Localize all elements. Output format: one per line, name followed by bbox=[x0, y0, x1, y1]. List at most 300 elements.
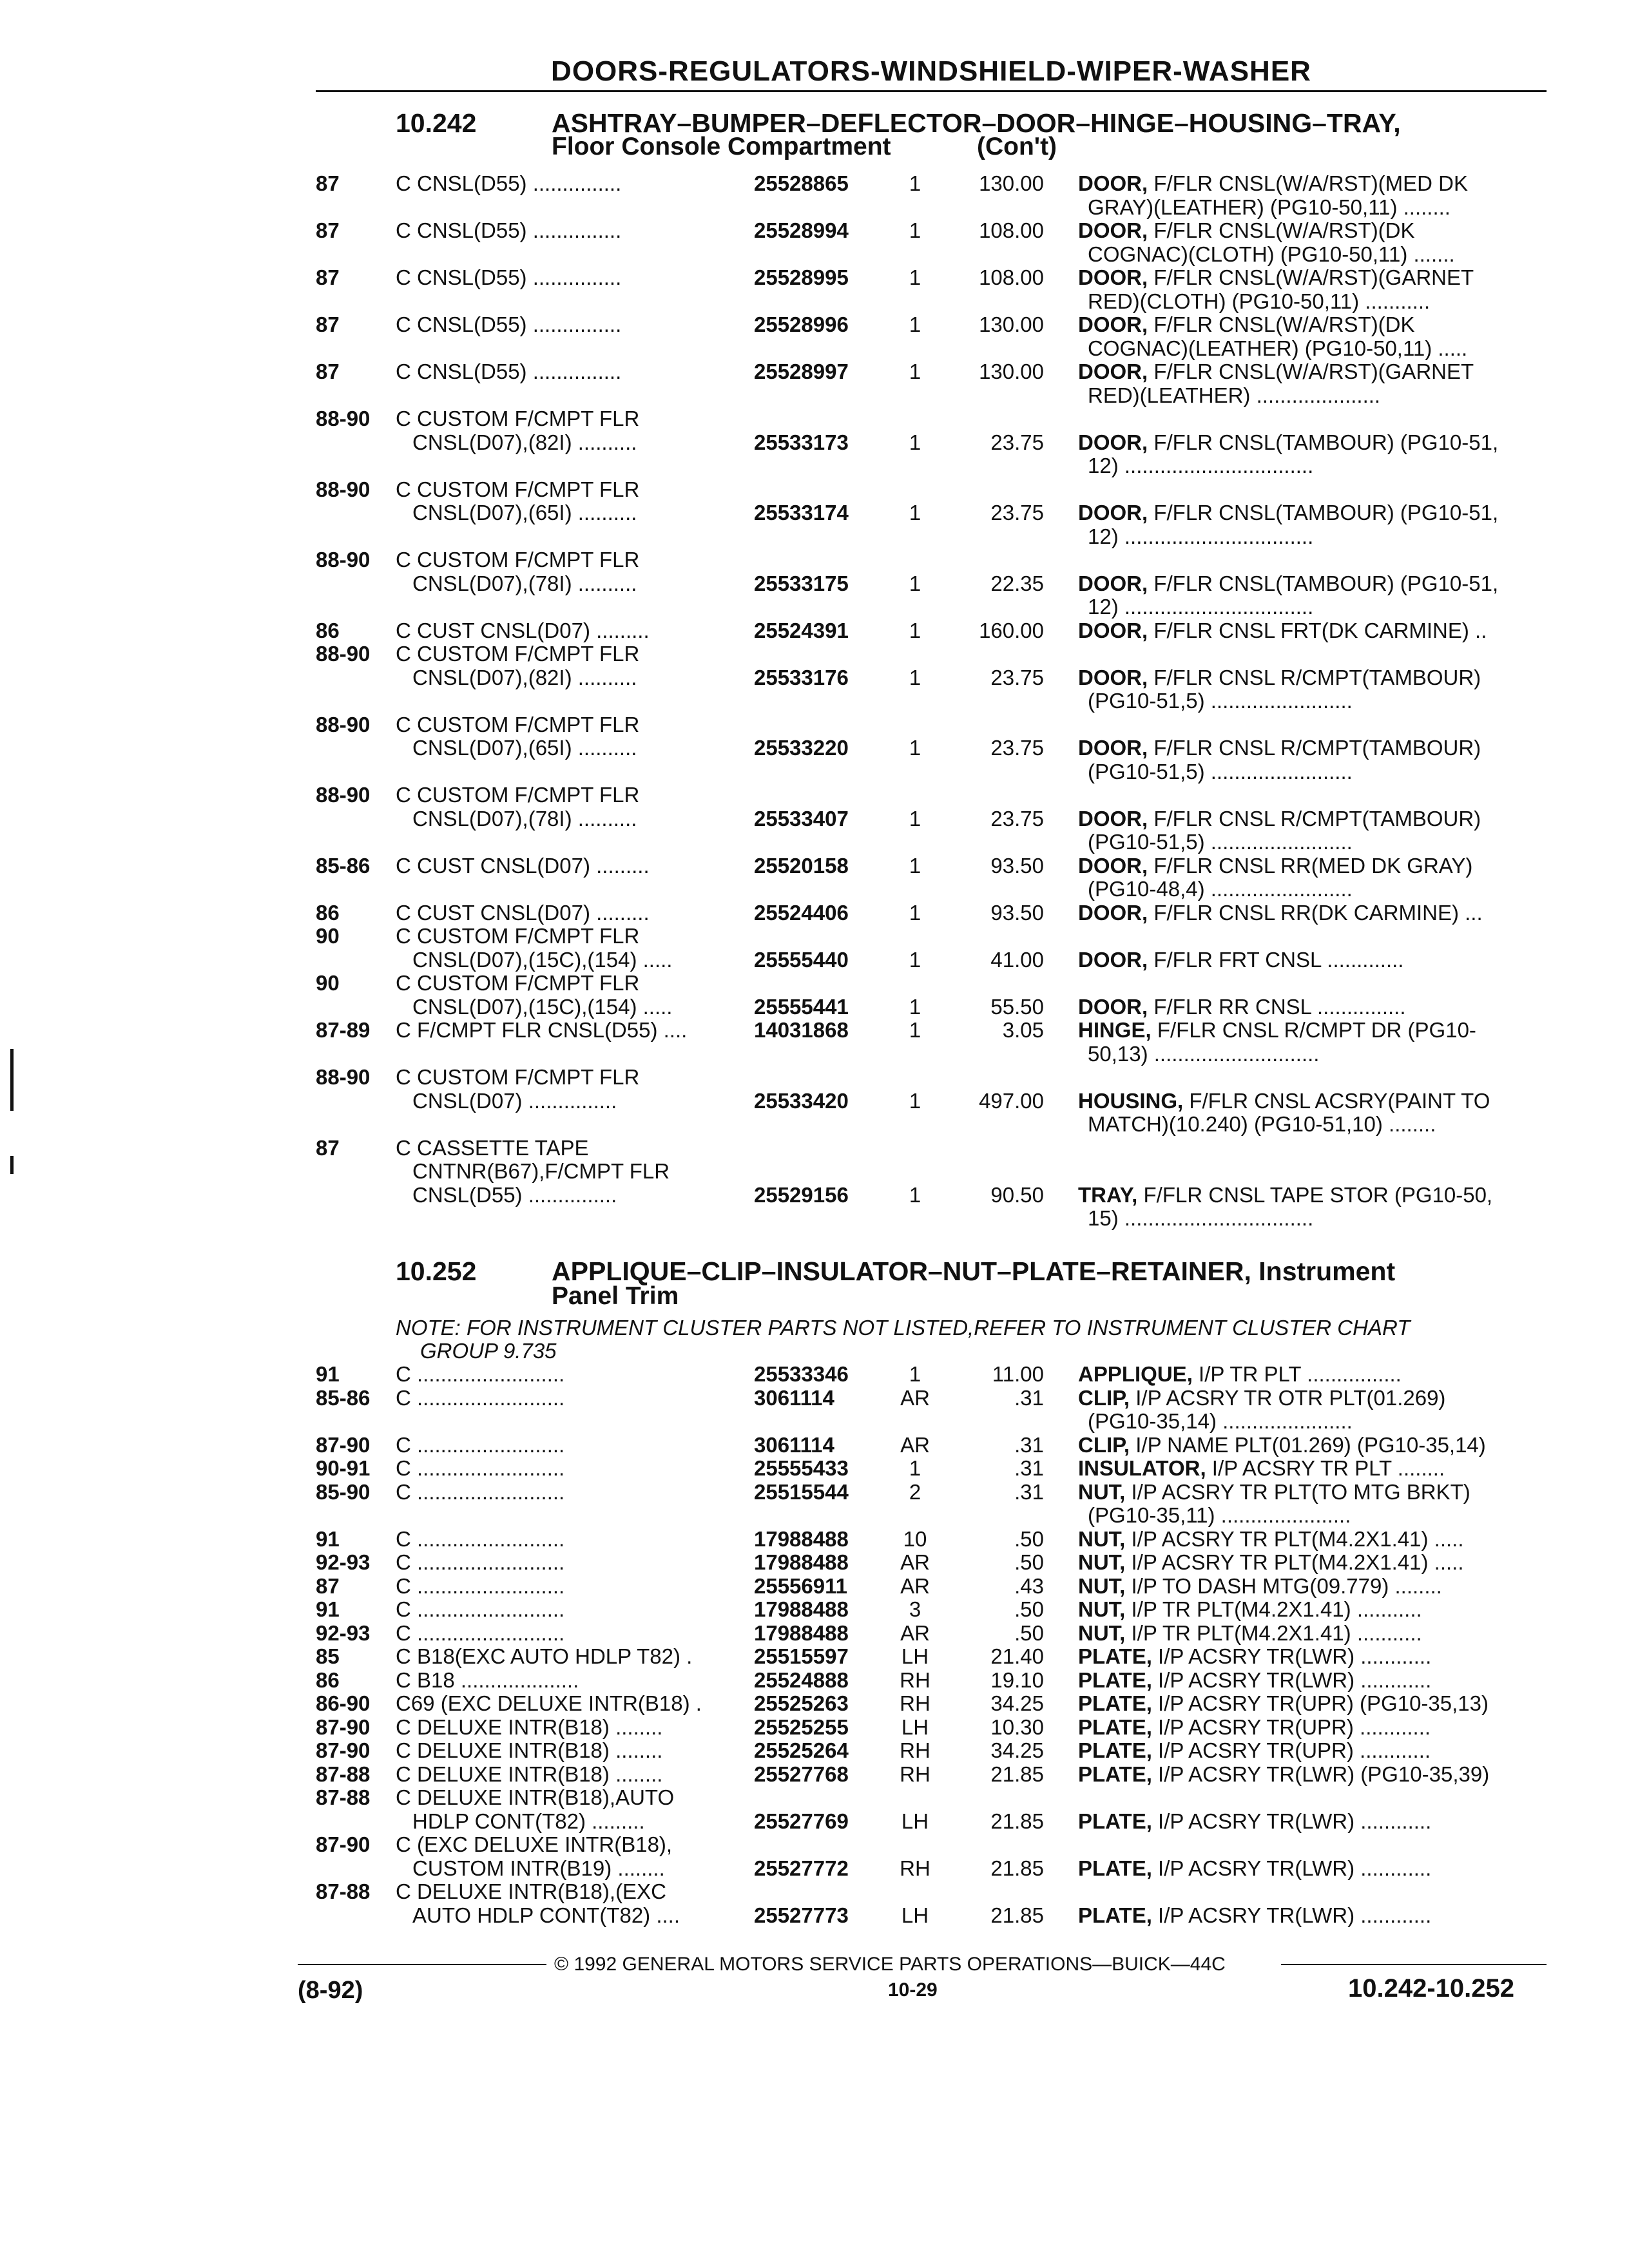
part-name-detail: F/FLR CNSL R/CMPT(TAMBOUR) bbox=[1148, 806, 1481, 831]
price: 3.05 bbox=[1002, 1018, 1044, 1042]
part-number: 25533220 bbox=[754, 736, 849, 760]
part-name bbox=[1078, 430, 1498, 455]
quantity: 1 bbox=[909, 171, 921, 195]
part-name-cont: (PG10-35,14) ...................... bbox=[1088, 1409, 1353, 1433]
part-name bbox=[1078, 1089, 1490, 1113]
part-name-detail: I/P ACSRY TR PLT(M4.2X1.41) ..... bbox=[1125, 1550, 1464, 1574]
part-name bbox=[1078, 619, 1487, 643]
price: .50 bbox=[1014, 1550, 1044, 1574]
part-name-keyword: PLATE, bbox=[1078, 1644, 1152, 1668]
quantity: 1 bbox=[909, 806, 921, 831]
part-name-detail: F/FLR CNSL R/CMPT(TAMBOUR) bbox=[1148, 665, 1481, 689]
model-years: 88-90 bbox=[316, 548, 371, 572]
model-years: 91 bbox=[316, 1597, 340, 1621]
quantity: LH bbox=[901, 1715, 929, 1739]
part-name-keyword: DOOR, bbox=[1078, 171, 1148, 195]
part-name-detail: I/P TR PLT(M4.2X1.41) ........... bbox=[1125, 1620, 1422, 1645]
part-name-cont: COGNAC)(CLOTH) (PG10-50,11) ....... bbox=[1088, 242, 1455, 266]
part-name-detail: I/P ACSRY TR(LWR) ............ bbox=[1152, 1856, 1432, 1880]
part-name-keyword: DOOR, bbox=[1078, 312, 1148, 336]
quantity: LH bbox=[901, 1809, 929, 1833]
header-rule bbox=[316, 90, 1547, 92]
part-name bbox=[1078, 1903, 1431, 1928]
description: C CUSTOM F/CMPT FLR bbox=[396, 548, 640, 572]
part-number: 3061114 bbox=[754, 1385, 834, 1410]
part-name-detail: I/P ACSRY TR(LWR) ............ bbox=[1152, 1667, 1432, 1692]
part-name-keyword: PLATE, bbox=[1078, 1809, 1152, 1833]
price: 108.00 bbox=[979, 265, 1044, 289]
description: C DELUXE INTR(B18) ........ bbox=[396, 1738, 663, 1762]
model-years: 88-90 bbox=[316, 407, 371, 430]
description: C F/CMPT FLR CNSL(D55) .... bbox=[396, 1018, 688, 1042]
part-name-keyword: PLATE, bbox=[1078, 1667, 1152, 1692]
part-name-detail: F/FLR CNSL(W/A/RST)(DK bbox=[1148, 218, 1415, 242]
part-name-detail: I/P TR PLT ................ bbox=[1192, 1362, 1402, 1386]
part-name bbox=[1078, 1691, 1489, 1716]
quantity: 1 bbox=[909, 312, 921, 336]
description: C ......................... bbox=[396, 1573, 565, 1598]
description: C ......................... bbox=[396, 1526, 565, 1551]
footer-rule-left bbox=[298, 1964, 546, 1965]
section-number: 10.242 bbox=[396, 108, 477, 138]
part-number: 25529156 bbox=[754, 1182, 849, 1207]
description: C CUST CNSL(D07) ......... bbox=[396, 853, 650, 878]
part-name-detail: I/P ACSRY TR(LWR) (PG10-35,39) bbox=[1152, 1762, 1490, 1786]
description-cont: HDLP CONT(T82) ......... bbox=[412, 1809, 645, 1833]
description: C CNSL(D55) ............... bbox=[396, 312, 622, 336]
model-years: 86 bbox=[316, 900, 340, 925]
part-number: 25525255 bbox=[754, 1715, 849, 1739]
part-number: 25527773 bbox=[754, 1903, 849, 1927]
price: 23.75 bbox=[990, 806, 1044, 831]
part-name-keyword: PLATE, bbox=[1078, 1856, 1152, 1880]
model-years: 90-91 bbox=[316, 1456, 371, 1480]
part-number: 25533407 bbox=[754, 806, 849, 831]
part-name bbox=[1078, 901, 1483, 925]
description: C CUSTOM F/CMPT FLR bbox=[396, 477, 640, 501]
part-name-keyword: DOOR, bbox=[1078, 994, 1148, 1019]
price: 497.00 bbox=[979, 1088, 1044, 1113]
part-name-cont: (PG10-48,4) ........................ bbox=[1088, 877, 1353, 901]
part-number: 25533174 bbox=[754, 501, 849, 524]
part-number: 25533420 bbox=[754, 1088, 849, 1113]
description: C CNSL(D55) ............... bbox=[396, 218, 622, 242]
quantity: 1 bbox=[909, 900, 921, 925]
part-name-detail: I/P TO DASH MTG(09.779) ........ bbox=[1125, 1573, 1442, 1598]
part-name-detail: I/P ACSRY TR PLT(M4.2X1.41) ..... bbox=[1125, 1526, 1464, 1551]
model-years: 90 bbox=[316, 924, 340, 948]
model-years: 87-88 bbox=[316, 1762, 371, 1786]
model-years: 87-90 bbox=[316, 1715, 371, 1739]
part-name-cont: COGNAC)(LEATHER) (PG10-50,11) ..... bbox=[1088, 336, 1468, 360]
price: .31 bbox=[1014, 1456, 1044, 1480]
description: C ......................... bbox=[396, 1362, 565, 1386]
description: C ......................... bbox=[396, 1597, 565, 1621]
quantity: AR bbox=[900, 1573, 930, 1598]
model-years: 87 bbox=[316, 360, 340, 383]
quantity: AR bbox=[900, 1620, 930, 1645]
part-name bbox=[1078, 1433, 1486, 1457]
footer-section-range: 10.242-10.252 bbox=[1348, 1974, 1515, 2003]
part-name-detail: I/P ACSRY TR(LWR) ............ bbox=[1152, 1809, 1432, 1833]
part-name-keyword: PLATE, bbox=[1078, 1738, 1152, 1762]
part-name bbox=[1078, 171, 1468, 196]
description-cont: CNTNR(B67),F/CMPT FLR bbox=[412, 1159, 670, 1183]
part-name-cont: 15) ................................ bbox=[1088, 1206, 1314, 1230]
part-number: 25555440 bbox=[754, 947, 849, 972]
part-name-detail: F/FLR CNSL(W/A/RST)(GARNET bbox=[1148, 360, 1474, 383]
part-number: 25528996 bbox=[754, 312, 849, 336]
part-number: 25533173 bbox=[754, 430, 849, 454]
description-cont: CNSL(D55) ............... bbox=[412, 1182, 617, 1207]
part-number: 25555441 bbox=[754, 994, 849, 1019]
quantity: 1 bbox=[909, 1456, 921, 1480]
description-cont: CUSTOM INTR(B19) ........ bbox=[412, 1856, 665, 1880]
model-years: 85-86 bbox=[316, 1385, 371, 1410]
price: 23.75 bbox=[990, 736, 1044, 760]
quantity: RH bbox=[900, 1738, 930, 1762]
part-name-keyword: DOOR, bbox=[1078, 571, 1148, 595]
part-number: 25525263 bbox=[754, 1691, 849, 1715]
quantity: 1 bbox=[909, 571, 921, 595]
price: .50 bbox=[1014, 1526, 1044, 1551]
part-name-detail: F/FLR CNSL R/CMPT DR (PG10- bbox=[1151, 1018, 1476, 1042]
part-number: 25515544 bbox=[754, 1479, 849, 1504]
price: .31 bbox=[1014, 1432, 1044, 1457]
model-years: 88-90 bbox=[316, 642, 371, 666]
part-name-keyword: DOOR, bbox=[1078, 806, 1148, 831]
part-name-cont: RED)(LEATHER) ..................... bbox=[1088, 383, 1381, 407]
part-number: 17988488 bbox=[754, 1526, 849, 1551]
part-number: 14031868 bbox=[754, 1018, 849, 1042]
part-name-keyword: CLIP, bbox=[1078, 1385, 1130, 1410]
part-name bbox=[1078, 807, 1481, 831]
part-name-keyword: NUT, bbox=[1078, 1620, 1126, 1645]
part-name-cont: (PG10-35,11) ...................... bbox=[1088, 1503, 1351, 1527]
part-number: 25533175 bbox=[754, 571, 849, 595]
price: .31 bbox=[1014, 1479, 1044, 1504]
footer-date: (8-92) bbox=[298, 1977, 363, 2004]
part-name-detail: F/FLR CNSL(TAMBOUR) (PG10-51, bbox=[1148, 430, 1499, 454]
part-name bbox=[1078, 736, 1481, 760]
section-title: APPLIQUE–CLIP–INSULATOR–NUT–PLATE–RETAINER, Instrument bbox=[552, 1256, 1396, 1286]
part-name bbox=[1078, 1527, 1464, 1552]
part-name bbox=[1078, 501, 1498, 525]
quantity: 1 bbox=[909, 736, 921, 760]
part-number: 25527772 bbox=[754, 1856, 849, 1880]
model-years: 87 bbox=[316, 218, 340, 242]
part-name-keyword: PLATE, bbox=[1078, 1691, 1152, 1715]
price: 10.30 bbox=[990, 1715, 1044, 1739]
part-name-keyword: DOOR, bbox=[1078, 430, 1148, 454]
page-header: DOORS-REGULATORS-WINDSHIELD-WIPER-WASHER bbox=[551, 55, 1311, 87]
quantity: 1 bbox=[909, 994, 921, 1019]
quantity: 1 bbox=[909, 665, 921, 689]
part-name-keyword: NUT, bbox=[1078, 1550, 1126, 1574]
price: 11.00 bbox=[992, 1362, 1044, 1386]
part-name bbox=[1078, 1550, 1464, 1575]
part-name-keyword: NUT, bbox=[1078, 1597, 1126, 1621]
model-years: 87-90 bbox=[316, 1832, 371, 1856]
part-number: 25556911 bbox=[754, 1573, 848, 1598]
model-years: 88-90 bbox=[316, 477, 371, 501]
part-name-keyword: DOOR, bbox=[1078, 501, 1148, 524]
part-name-cont: GRAY)(LEATHER) (PG10-50,11) ........ bbox=[1088, 195, 1451, 219]
description: C ......................... bbox=[396, 1385, 565, 1410]
price: 130.00 bbox=[979, 171, 1044, 195]
part-number: 25524391 bbox=[754, 618, 849, 642]
description: C ......................... bbox=[396, 1479, 565, 1504]
description: C69 (EXC DELUXE INTR(B18) . bbox=[396, 1691, 702, 1715]
part-name-keyword: DOOR, bbox=[1078, 618, 1148, 642]
part-number: 17988488 bbox=[754, 1550, 849, 1574]
part-name bbox=[1078, 1597, 1422, 1622]
price: 130.00 bbox=[979, 312, 1044, 336]
model-years: 86-90 bbox=[316, 1691, 371, 1715]
part-name-keyword: PLATE, bbox=[1078, 1762, 1152, 1786]
part-name-keyword: DOOR, bbox=[1078, 853, 1148, 878]
quantity: 1 bbox=[909, 265, 921, 289]
quantity: 1 bbox=[909, 1362, 921, 1386]
section-subtitle: Floor Console Compartment bbox=[552, 133, 891, 160]
description-cont: CNSL(D07),(65I) .......... bbox=[412, 736, 637, 760]
part-name-detail: F/FLR CNSL TAPE STOR (PG10-50, bbox=[1137, 1182, 1493, 1207]
quantity: RH bbox=[900, 1667, 930, 1692]
description-cont: CNSL(D07),(15C),(154) ..... bbox=[412, 947, 673, 972]
part-number: 25528997 bbox=[754, 360, 849, 383]
part-number: 25555433 bbox=[754, 1456, 849, 1480]
part-name-detail: I/P ACSRY TR(UPR) ............ bbox=[1152, 1715, 1431, 1739]
description: C CUSTOM F/CMPT FLR bbox=[396, 783, 640, 807]
part-name-detail: F/FLR CNSL(W/A/RST)(GARNET bbox=[1148, 265, 1474, 289]
price: 22.35 bbox=[990, 571, 1044, 595]
part-name bbox=[1078, 948, 1403, 972]
model-years: 88-90 bbox=[316, 1065, 371, 1089]
quantity: 1 bbox=[909, 1182, 921, 1207]
section-note: NOTE: FOR INSTRUMENT CLUSTER PARTS NOT LISTED,REFER TO INSTRUMENT CLUSTER CHART bbox=[396, 1316, 1411, 1340]
price: 21.85 bbox=[990, 1903, 1044, 1927]
model-years: 86 bbox=[316, 1667, 340, 1692]
part-name bbox=[1078, 995, 1406, 1019]
description-cont: CNSL(D07),(65I) .......... bbox=[412, 501, 637, 524]
part-name bbox=[1078, 265, 1474, 290]
section-title: ASHTRAY–BUMPER–DEFLECTOR–DOOR–HINGE–HOUSING–TRAY, bbox=[552, 108, 1401, 138]
price: .50 bbox=[1014, 1597, 1044, 1621]
part-name-keyword: NUT, bbox=[1078, 1573, 1126, 1598]
part-name-cont: RED)(CLOTH) (PG10-50,11) ........... bbox=[1088, 289, 1431, 313]
part-name bbox=[1078, 312, 1415, 337]
quantity: 1 bbox=[909, 853, 921, 878]
model-years: 91 bbox=[316, 1526, 340, 1551]
part-name bbox=[1078, 1644, 1431, 1669]
quantity: 1 bbox=[909, 947, 921, 972]
model-years: 87 bbox=[316, 1135, 340, 1160]
model-years: 87 bbox=[316, 312, 340, 336]
price: 21.40 bbox=[990, 1644, 1044, 1668]
part-name bbox=[1078, 1480, 1470, 1504]
part-name-cont: (PG10-51,5) ........................ bbox=[1088, 759, 1353, 783]
model-years: 87 bbox=[316, 1573, 340, 1598]
price: 55.50 bbox=[990, 994, 1044, 1019]
part-number: 25528994 bbox=[754, 218, 849, 242]
part-name-keyword: INSULATOR, bbox=[1078, 1456, 1206, 1480]
description: C (EXC DELUXE INTR(B18), bbox=[396, 1832, 673, 1856]
part-name-detail: I/P TR PLT(M4.2X1.41) ........... bbox=[1125, 1597, 1422, 1621]
part-name bbox=[1078, 1762, 1489, 1787]
description: C CNSL(D55) ............... bbox=[396, 171, 622, 195]
part-name-cont: 12) ................................ bbox=[1088, 595, 1314, 619]
margin-mark bbox=[10, 1049, 14, 1111]
part-number: 25525264 bbox=[754, 1738, 849, 1762]
part-number: 25528865 bbox=[754, 171, 849, 195]
model-years: 90 bbox=[316, 971, 340, 995]
quantity: 3 bbox=[909, 1597, 921, 1621]
price: .43 bbox=[1014, 1573, 1044, 1598]
quantity: 1 bbox=[909, 360, 921, 383]
quantity: LH bbox=[901, 1644, 929, 1668]
part-number: 3061114 bbox=[754, 1432, 834, 1457]
description: C DELUXE INTR(B18) ........ bbox=[396, 1762, 663, 1786]
part-name-keyword: NUT, bbox=[1078, 1479, 1126, 1504]
part-name-keyword: TRAY, bbox=[1078, 1182, 1138, 1207]
section-note-cont: GROUP 9.735 bbox=[420, 1339, 557, 1363]
model-years: 88-90 bbox=[316, 783, 371, 807]
part-name-detail: I/P ACSRY TR PLT ........ bbox=[1206, 1456, 1445, 1480]
price: .50 bbox=[1014, 1620, 1044, 1645]
section-number: 10.252 bbox=[396, 1256, 477, 1286]
part-number: 25533176 bbox=[754, 665, 849, 689]
description-cont: CNSL(D07),(78I) .......... bbox=[412, 571, 637, 595]
part-name bbox=[1078, 1856, 1431, 1881]
price: 19.10 bbox=[990, 1667, 1044, 1692]
price: 34.25 bbox=[990, 1738, 1044, 1762]
part-name-detail: I/P ACSRY TR(LWR) ............ bbox=[1152, 1644, 1432, 1668]
part-name-detail: I/P ACSRY TR(UPR) (PG10-35,13) bbox=[1152, 1691, 1489, 1715]
price: 108.00 bbox=[979, 218, 1044, 242]
part-name bbox=[1078, 1183, 1492, 1207]
part-name bbox=[1078, 1621, 1422, 1646]
part-name-keyword: DOOR, bbox=[1078, 736, 1148, 760]
model-years: 87-90 bbox=[316, 1738, 371, 1762]
part-name bbox=[1078, 1386, 1445, 1410]
part-name bbox=[1078, 572, 1498, 596]
model-years: 87-88 bbox=[316, 1879, 371, 1903]
part-name-keyword: APPLIQUE, bbox=[1078, 1362, 1193, 1386]
description: C DELUXE INTR(B18),(EXC bbox=[396, 1879, 666, 1903]
part-name-detail: F/FLR CNSL FRT(DK CARMINE) .. bbox=[1148, 618, 1487, 642]
description: C CUST CNSL(D07) ......... bbox=[396, 900, 650, 925]
section-subtitle: Panel Trim bbox=[552, 1282, 679, 1310]
part-name-keyword: DOOR, bbox=[1078, 665, 1148, 689]
part-number: 25524406 bbox=[754, 900, 849, 925]
description: C CUSTOM F/CMPT FLR bbox=[396, 971, 640, 995]
quantity: RH bbox=[900, 1762, 930, 1786]
part-number: 25515597 bbox=[754, 1644, 849, 1668]
description: C ......................... bbox=[396, 1432, 565, 1457]
part-name-keyword: DOOR, bbox=[1078, 218, 1148, 242]
description-cont: CNSL(D07),(82I) .......... bbox=[412, 430, 637, 454]
part-name-detail: I/P ACSRY TR PLT(TO MTG BRKT) bbox=[1125, 1479, 1470, 1504]
footer-page-number: 10-29 bbox=[888, 1979, 938, 2001]
description: C ......................... bbox=[396, 1550, 565, 1574]
price: 21.85 bbox=[990, 1856, 1044, 1880]
model-years: 87 bbox=[316, 265, 340, 289]
part-name-detail: I/P ACSRY TR(UPR) ............ bbox=[1152, 1738, 1431, 1762]
part-name bbox=[1078, 1738, 1431, 1763]
description-cont: CNSL(D07),(82I) .......... bbox=[412, 665, 637, 689]
part-name-cont: 50,13) ............................ bbox=[1088, 1041, 1320, 1066]
part-name bbox=[1078, 854, 1472, 878]
part-name-detail: F/FLR CNSL(W/A/RST)(DK bbox=[1148, 312, 1415, 336]
quantity: 1 bbox=[909, 218, 921, 242]
model-years: 92-93 bbox=[316, 1550, 371, 1574]
part-name-detail: I/P NAME PLT(01.269) (PG10-35,14) bbox=[1130, 1432, 1486, 1457]
quantity: RH bbox=[900, 1691, 930, 1715]
model-years: 86 bbox=[316, 618, 340, 642]
description: C CUSTOM F/CMPT FLR bbox=[396, 712, 640, 736]
description: C CASSETTE TAPE bbox=[396, 1135, 589, 1160]
model-years: 87-89 bbox=[316, 1018, 371, 1042]
quantity: LH bbox=[901, 1903, 929, 1927]
part-name-cont: (PG10-51,5) ........................ bbox=[1088, 830, 1353, 854]
part-name-detail: F/FLR CNSL ACSRY(PAINT TO bbox=[1183, 1088, 1490, 1113]
part-name-detail: I/P ACSRY TR OTR PLT(01.269) bbox=[1130, 1385, 1446, 1410]
model-years: 85 bbox=[316, 1644, 340, 1668]
quantity: 1 bbox=[909, 430, 921, 454]
part-number: 25528995 bbox=[754, 265, 849, 289]
description: C CUSTOM F/CMPT FLR bbox=[396, 642, 640, 666]
quantity: 1 bbox=[909, 501, 921, 524]
part-name bbox=[1078, 1574, 1442, 1599]
part-name-detail: F/FLR RR CNSL ............... bbox=[1148, 994, 1406, 1019]
quantity: AR bbox=[900, 1385, 930, 1410]
part-name-keyword: NUT, bbox=[1078, 1526, 1126, 1551]
description: C CUSTOM F/CMPT FLR bbox=[396, 407, 640, 430]
part-number: 25533346 bbox=[754, 1362, 849, 1386]
price: 34.25 bbox=[990, 1691, 1044, 1715]
model-years: 92-93 bbox=[316, 1620, 371, 1645]
section-continued: (Con't) bbox=[977, 133, 1057, 160]
price: 21.85 bbox=[990, 1762, 1044, 1786]
footer-rule-right bbox=[1281, 1964, 1547, 1965]
part-name bbox=[1078, 1456, 1445, 1481]
part-name-keyword: PLATE, bbox=[1078, 1903, 1152, 1927]
description: C B18 .................... bbox=[396, 1667, 579, 1692]
description-cont: AUTO HDLP CONT(T82) .... bbox=[412, 1903, 680, 1927]
part-name bbox=[1078, 218, 1415, 243]
description-cont: CNSL(D07),(15C),(154) ..... bbox=[412, 994, 673, 1019]
description: C DELUXE INTR(B18) ........ bbox=[396, 1715, 663, 1739]
price: 41.00 bbox=[990, 947, 1044, 972]
quantity: 1 bbox=[909, 1088, 921, 1113]
description-cont: CNSL(D07) ............... bbox=[412, 1088, 617, 1113]
quantity: 1 bbox=[909, 1018, 921, 1042]
part-name-cont: MATCH)(10.240) (PG10-51,10) ........ bbox=[1088, 1112, 1436, 1136]
description: C CNSL(D55) ............... bbox=[396, 360, 622, 383]
price: 21.85 bbox=[990, 1809, 1044, 1833]
part-number: 25527769 bbox=[754, 1809, 849, 1833]
description-cont: CNSL(D07),(78I) .......... bbox=[412, 806, 637, 831]
part-name-detail: F/FLR CNSL R/CMPT(TAMBOUR) bbox=[1148, 736, 1481, 760]
price: 23.75 bbox=[990, 501, 1044, 524]
part-number: 25527768 bbox=[754, 1762, 849, 1786]
description: C ......................... bbox=[396, 1620, 565, 1645]
quantity: AR bbox=[900, 1550, 930, 1574]
part-number: 17988488 bbox=[754, 1597, 849, 1621]
part-name-keyword: HOUSING, bbox=[1078, 1088, 1184, 1113]
part-name-detail: F/FLR CNSL(W/A/RST)(MED DK bbox=[1148, 171, 1469, 195]
quantity: 1 bbox=[909, 618, 921, 642]
